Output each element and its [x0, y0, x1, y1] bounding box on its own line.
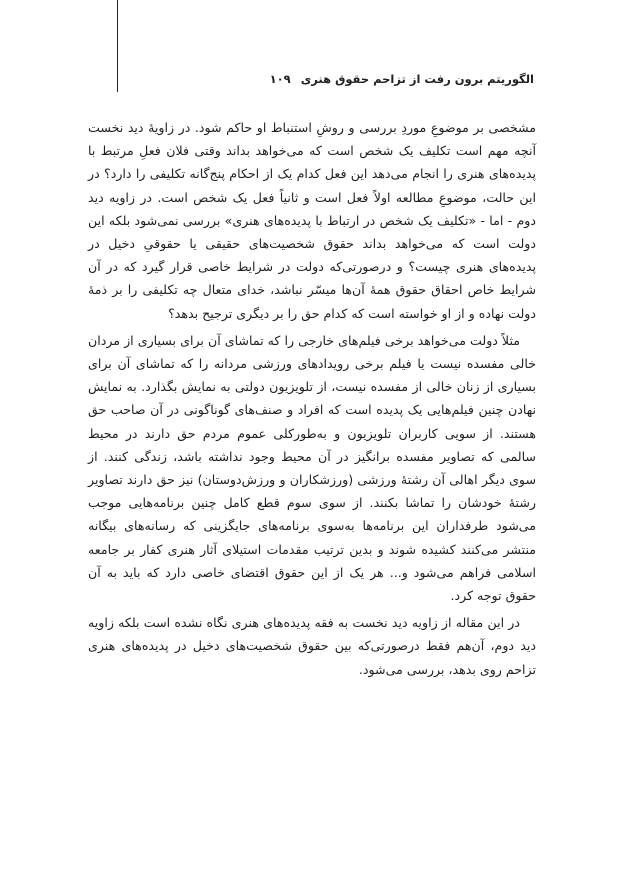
page-header [90, 60, 534, 86]
running-title: الگوریتم برون رفت از تزاحم حقوق هنری [300, 72, 534, 86]
body-text [88, 116, 536, 681]
page-number: ۱۰۹ [269, 72, 291, 86]
paragraph: مثلاً دولت می‌خواهد برخی فیلم‌های خارجی را که تماشای آن برای بسیاری از مردان خالی مفسده نیست یا فیلم برخی رویدادهای ورزشی مردانه را که تماشای آن برای بسیاری از زنان خالی از مفسده نیست، از تلویزیون دولتی به نمایش بگذارد. به نمایش نهادن چنین فیلم‌هایی یک پدیده است که افراد و صنف‌های گوناگونی در آن صاحب حق هستند. از سویی کاربران تلویزیون و به‌طورکلی عموم مردم حق دارند در محیط سالمی که تصاویر مفسده برانگیز در آن محیط وجود نداشته باشد، زندگی کنند. از سوی دیگر اهالی آن رشتۀ ورزشی (ورزشکاران و ورزش‌دوستان) نیز حق دارند تصاویر رشتۀ خودشان را تماشا بکنند. از سوی سوم قطع کامل چنین برنامه‌هایی موجب می‌شود طرفداران این برنامه‌ها به‌سوی برنامه‌های جایگزینی که رسانه‌های بیگانه منتشر می‌کنند کشیده شوند و بدین ترتیب مقدمات استیلای آثار هنری کفار بر جامعه اسلامی فراهم می‌شود و... هر یک از این حقوق اقتضای خاصی دارد که باید به آن حقوق توجه کرد. [88, 332, 536, 604]
paragraph: در این مقاله از زاویه دید نخست به فقه پدیده‌های هنری نگاه نشده است بلکه زاویه دید دوم، آن‌هم فقط درصورتی‌که بین حقوق شخصیت‌های دخیل در پدیده‌های هنری تزاحم روی بدهد، بررسی می‌شود. [88, 615, 536, 677]
paragraph: مشخصی بر موضوعِ موردِ بررسی و روشِ استنباط او حاکم شود. در زاویۀ دید نخست آنچه مهم است تکلیف یک شخص است که می‌خواهد بداند وقتی فلان فعلِ مرتبط با پدیده‌های هنری را انجام می‌دهد این فعل کدام یک از احکام پنج‌گانه تکلیفی را دارد؟ در این حالت، موضوعِ مطالعه اولاً فعل است و ثانیاً فعل یک شخص است. در زاویه دید دوم - اما - «تکلیف یک شخص در ارتباط با پدیده‌های هنری» بررسی نمی‌شود بلکه این دولت است که می‌خواهد بداند حقوق شخصیت‌های حقیقی یا حقوقیِ دخیل در پدیده‌های هنری چیست؟ و درصورتی‌که دولت در شرایط خاصی قرار گیرد که در آن شرایط خاص احقاق حقوق همۀ آن‌ها میسّر نباشد، خدای متعال چه تکلیفی را بر ذمۀ دولت نهاده و از او خواسته است که کدام حق را بر دیگری ترجیح بدهد؟ [88, 120, 536, 321]
